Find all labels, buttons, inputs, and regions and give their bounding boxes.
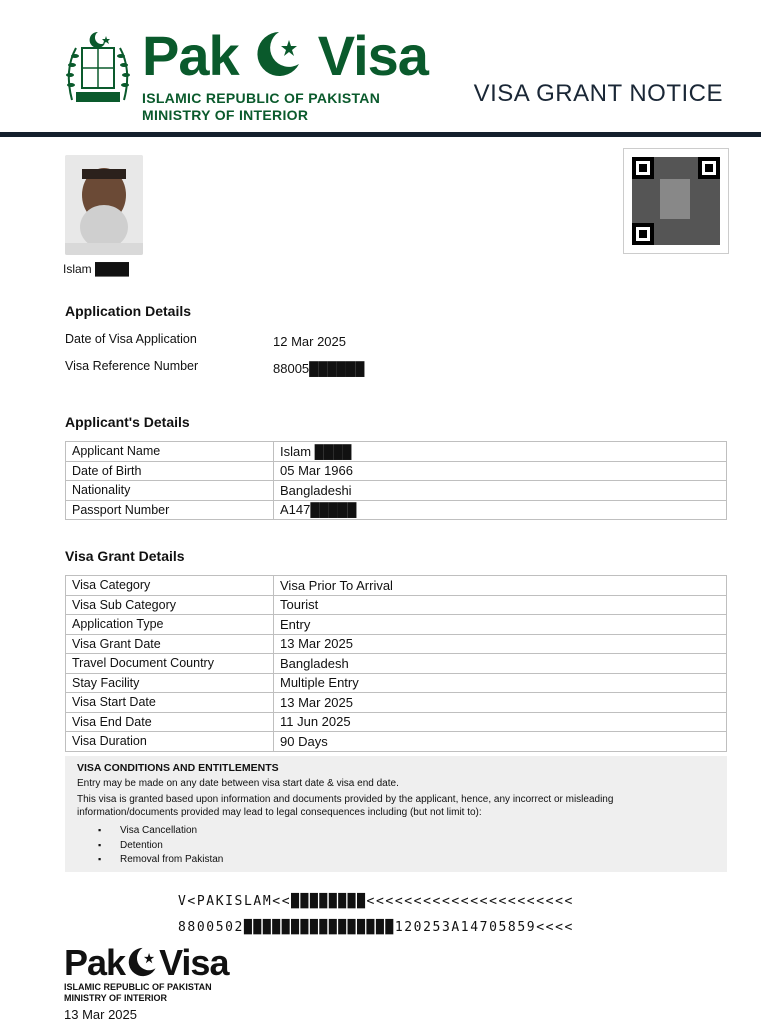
footer-line-1: ISLAMIC REPUBLIC OF PAKISTAN bbox=[64, 982, 212, 992]
visa-category-value: Visa Prior To Arrival bbox=[274, 576, 727, 596]
condition-bullet-3: ▪ Removal from Pakistan bbox=[98, 854, 223, 865]
date-of-application-value: 12 Mar 2025 bbox=[273, 334, 346, 349]
visa-sub-category-value: Tourist bbox=[274, 595, 727, 615]
visa-grant-date-value: 13 Mar 2025 bbox=[274, 634, 727, 654]
application-details-title: Application Details bbox=[65, 303, 192, 319]
photo-caption: Islam ████ bbox=[63, 262, 130, 276]
footer-brand-visa: Visa bbox=[159, 942, 229, 983]
table-row bbox=[66, 712, 727, 732]
passport-label: Passport Number bbox=[66, 500, 274, 520]
footer-brand-pak: Pak bbox=[64, 942, 126, 983]
table-row bbox=[66, 615, 727, 635]
dob-label: Date of Birth bbox=[66, 461, 274, 481]
travel-doc-country-label: Travel Document Country bbox=[66, 654, 274, 674]
mrz-line-1: V<PAKISLAM<<████████<<<<<<<<<<<<<<<<<<<<<< bbox=[178, 894, 574, 909]
header-rule bbox=[0, 132, 761, 137]
conditions-line-1: Entry may be made on any date between visa start date & visa end date. bbox=[77, 778, 399, 789]
brand-visa: Visa bbox=[317, 24, 428, 87]
visa-grant-table bbox=[65, 575, 727, 752]
brand-line-1: ISLAMIC REPUBLIC OF PAKISTAN bbox=[142, 90, 381, 106]
applicant-details-table bbox=[65, 441, 727, 520]
table-row bbox=[66, 693, 727, 713]
table-row bbox=[66, 461, 727, 481]
stay-facility-value: Multiple Entry bbox=[274, 673, 727, 693]
table-row bbox=[66, 634, 727, 654]
footer-wordmark bbox=[64, 944, 228, 982]
visa-duration-label: Visa Duration bbox=[66, 732, 274, 752]
footer-date: 13 Mar 2025 bbox=[64, 1007, 137, 1022]
application-type-label: Application Type bbox=[66, 615, 274, 635]
table-row bbox=[66, 481, 727, 501]
visa-category-label: Visa Category bbox=[66, 576, 274, 596]
visa-start-date-value: 13 Mar 2025 bbox=[274, 693, 727, 713]
visa-sub-category-label: Visa Sub Category bbox=[66, 595, 274, 615]
qr-code bbox=[623, 148, 729, 254]
crescent-star-icon bbox=[253, 26, 303, 82]
condition-bullet-1: ▪ Visa Cancellation bbox=[98, 825, 197, 836]
table-row bbox=[66, 576, 727, 596]
brand-wordmark bbox=[142, 26, 428, 86]
table-row bbox=[66, 500, 727, 520]
table-row bbox=[66, 673, 727, 693]
footer-crescent-star-icon bbox=[125, 944, 159, 980]
table-row bbox=[66, 595, 727, 615]
visa-grant-title: Visa Grant Details bbox=[65, 548, 185, 564]
mrz-line-2: 8800502████████████████120253A14705859<<<< bbox=[178, 920, 574, 935]
applicant-name-value: Islam ████ bbox=[274, 442, 727, 462]
brand-pak: Pak bbox=[142, 24, 239, 87]
application-type-value: Entry bbox=[274, 615, 727, 635]
visa-grant-date-label: Visa Grant Date bbox=[66, 634, 274, 654]
dob-value: 05 Mar 1966 bbox=[274, 461, 727, 481]
applicant-details-title: Applicant's Details bbox=[65, 414, 190, 430]
visa-end-date-value: 11 Jun 2025 bbox=[274, 712, 727, 732]
notice-title: VISA GRANT NOTICE bbox=[473, 80, 723, 107]
nationality-value: Bangladeshi bbox=[274, 481, 727, 501]
visa-start-date-label: Visa Start Date bbox=[66, 693, 274, 713]
table-row bbox=[66, 442, 727, 462]
table-row bbox=[66, 654, 727, 674]
pakistan-emblem-icon bbox=[62, 30, 134, 110]
visa-duration-value: 90 Days bbox=[274, 732, 727, 752]
nationality-label: Nationality bbox=[66, 481, 274, 501]
applicant-photo bbox=[65, 155, 143, 255]
passport-value: A147█████ bbox=[274, 500, 727, 520]
brand-subtitle bbox=[142, 90, 380, 124]
conditions-line-2: This visa is granted based upon information and documents provided by the applicant, hence, any incorrect or misleading information/documents provided may lead to legal consequences including (but not limit to): bbox=[77, 794, 614, 818]
table-row bbox=[66, 732, 727, 752]
footer-line-2: MINISTRY OF INTERIOR bbox=[64, 993, 168, 1003]
travel-doc-country-value: Bangladesh bbox=[274, 654, 727, 674]
brand-line-2: MINISTRY OF INTERIOR bbox=[142, 107, 309, 123]
conditions-title: VISA CONDITIONS AND ENTITLEMENTS bbox=[77, 762, 279, 774]
applicant-name-label: Applicant Name bbox=[66, 442, 274, 462]
visa-end-date-label: Visa End Date bbox=[66, 712, 274, 732]
visa-reference-value: 88005██████ bbox=[273, 361, 365, 376]
footer-subtitle bbox=[64, 982, 212, 1004]
date-of-application-label: Date of Visa Application bbox=[65, 332, 197, 346]
condition-bullet-2: ▪ Detention bbox=[98, 840, 163, 851]
stay-facility-label: Stay Facility bbox=[66, 673, 274, 693]
visa-reference-label: Visa Reference Number bbox=[65, 359, 199, 373]
